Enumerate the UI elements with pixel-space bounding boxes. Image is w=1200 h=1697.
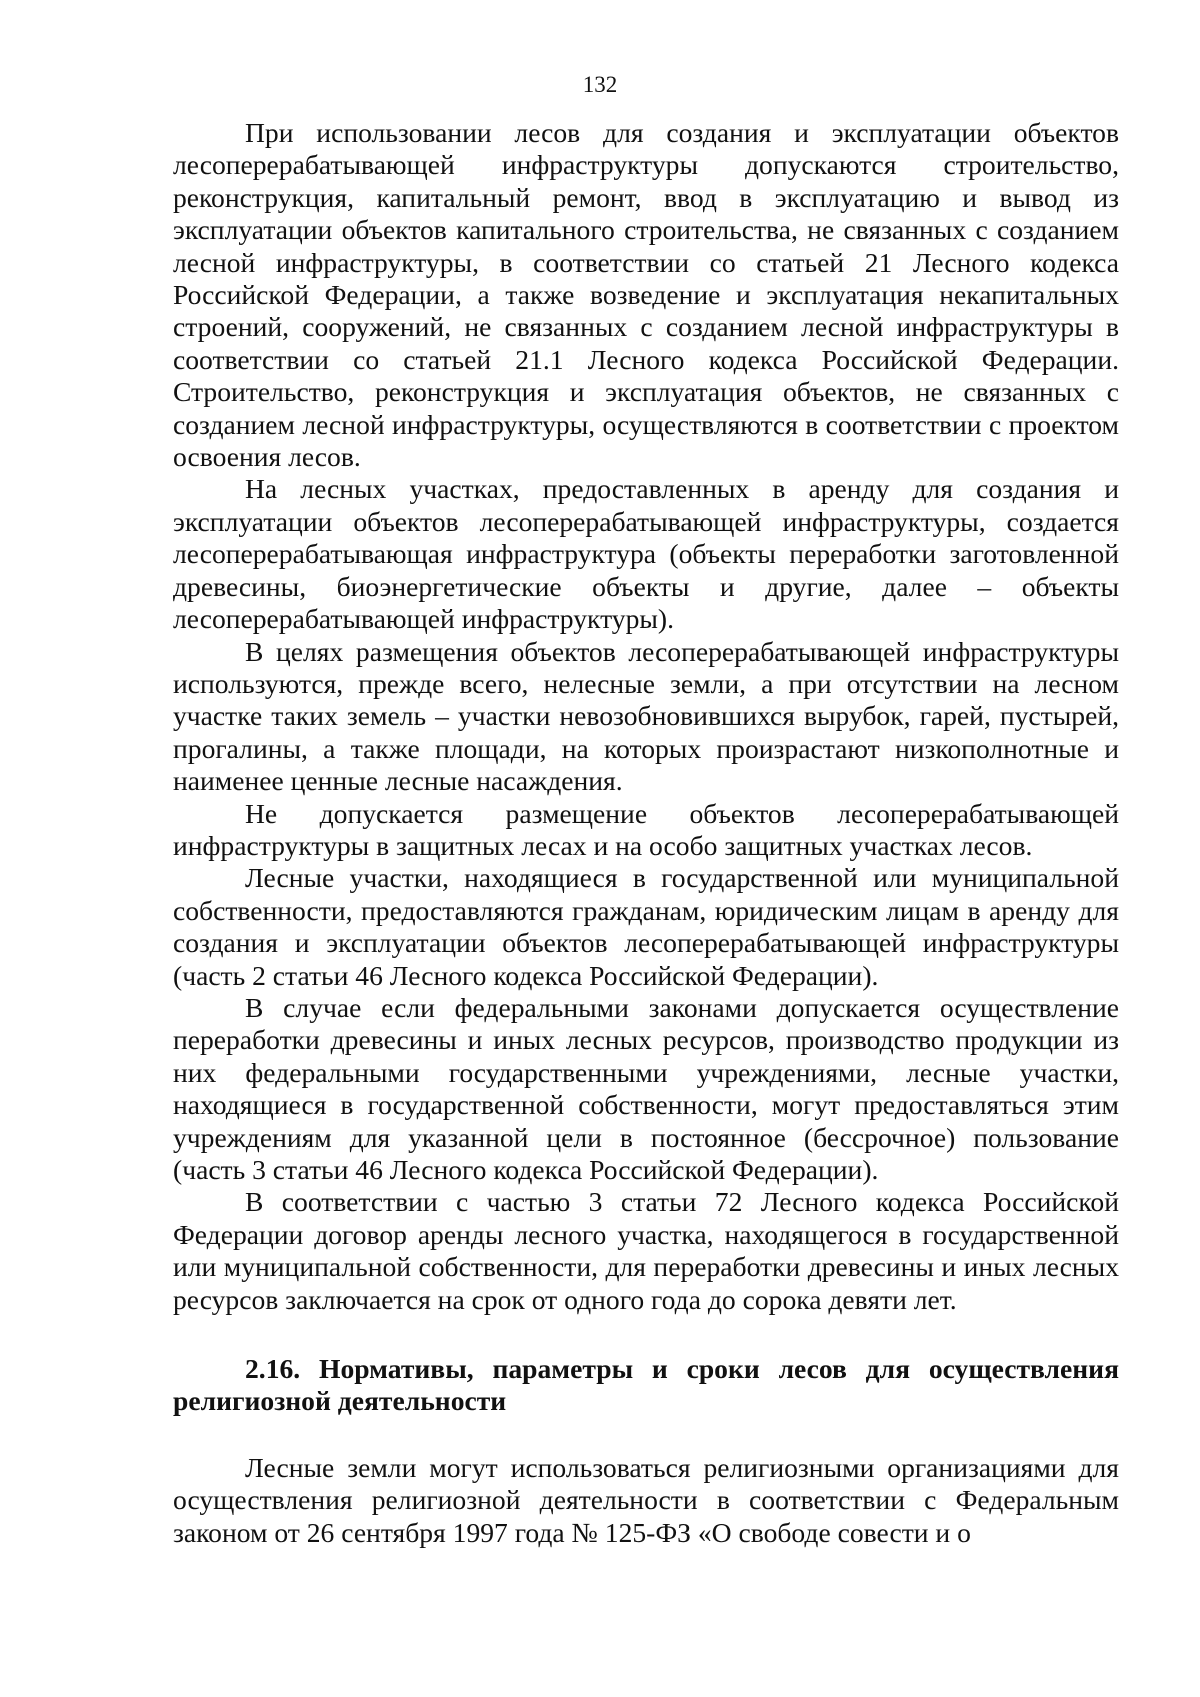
section-heading: 2.16. Нормативы, параметры и сроки лесов для осуществления религиозной деятельности: [173, 1353, 1119, 1417]
paragraph-placement-lands: В целях размещения объектов лесоперерабатывающей инфраструктуры используются, прежде всего, нелесные земли, а при отсутствии на лесном участке таких земель – участки невозобновившихся вырубок, гарей, пустырей, прогалины, а также площади, на которых произрастают низкополнотные и наименее ценные лесные насаждения.: [173, 635, 1119, 797]
paragraph-facility-construction: При использовании лесов для создания и эксплуатации объектов лесоперерабатывающей инфраструктуры допускаются строительство, реконструкция, капитальный ремонт, ввод в эксплуатацию и вывод из эксплуатации объектов капитального строительства, не связанных с созданием лесной инфраструктуры, в соответствии со статьей 21 Лесного кодекса Российской Федерации, а также возведение и эксплуатация некапитальных строений, сооружений, не связанных с созданием лесной инфраструктуры в соответствии со статьей 21.1 Лесного кодекса Российской Федерации. Строительство, реконструкция и эксплуатация объектов, не связанных с созданием лесной инфраструктуры, осуществляются в соответствии с проектом освоения лесов.: [173, 117, 1119, 473]
paragraph-lease-provision: Лесные участки, находящиеся в государственной или муниципальной собственности, предоставляются гражданам, юридическим лицам в аренду для создания и эксплуатации объектов лесоперерабатывающей инфраструктуры (часть 2 статьи 46 Лесного кодекса Российской Федерации).: [173, 862, 1119, 991]
paragraph-leased-plots: На лесных участках, предоставленных в аренду для создания и эксплуатации объектов лесоперерабатывающей инфраструктуры, создается лесоперерабатывающая инфраструктура (объекты переработки заготовленной древесины, биоэнергетические объекты и другие, далее – объекты лесоперерабатывающей инфраструктуры).: [173, 473, 1119, 635]
paragraph-permanent-use: В случае если федеральными законами допускается осуществление переработки древесины и иных лесных ресурсов, производство продукции из них федеральными государственными учреждениями, лесные участки, находящиеся в государственной собственности, могут предоставляться этим учреждениям для указанной цели в постоянное (бессрочное) пользование (часть 3 статьи 46 Лесного кодекса Российской Федерации).: [173, 991, 1119, 1185]
paragraph-placement-prohibition: Не допускается размещение объектов лесоперерабатывающей инфраструктуры в защитных лесах и на особо защитных участках лесов.: [173, 797, 1119, 861]
paragraph-religious-use: Лесные земли могут использоваться религиозными организациями для осуществления религиозной деятельности в соответствии с Федеральным законом от 26 сентября 1997 года № 125-ФЗ «О свободе совести и о: [173, 1451, 1119, 1548]
document-body: [173, 117, 1119, 1549]
page-number: 132: [582, 72, 618, 97]
paragraph-lease-term: В соответствии с частью 3 статьи 72 Лесного кодекса Российской Федерации договор аренды лесного участка, находящегося в государственной или муниципальной собственности, для переработки древесины и иных лесных ресурсов заключается на срок от одного года до сорока девяти лет.: [173, 1186, 1119, 1315]
